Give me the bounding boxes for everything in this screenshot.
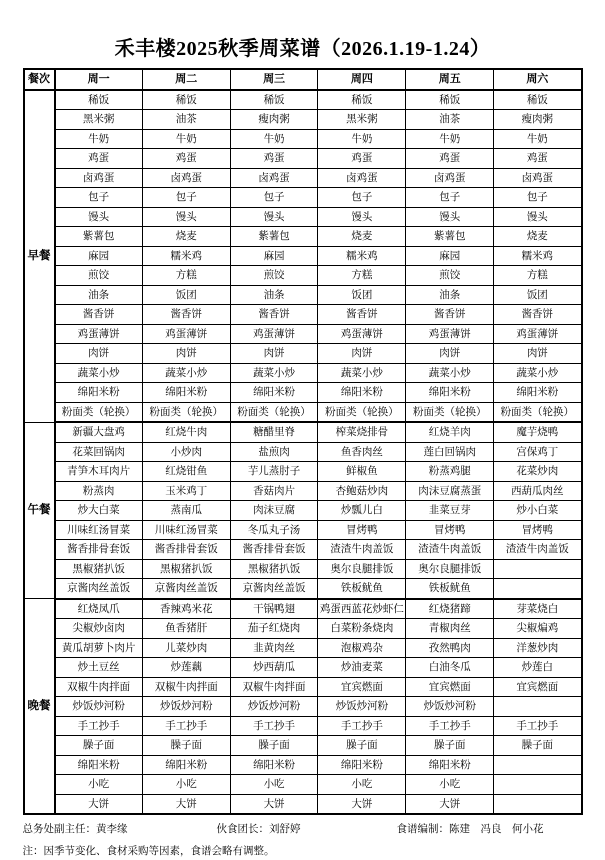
menu-cell: 双椒牛肉拌面 [55,677,143,697]
table-header [24,69,582,90]
day-header: 周三 [230,69,318,90]
menu-cell: 稀饭 [142,90,230,110]
menu-row [24,90,582,110]
menu-row [24,559,582,579]
menu-cell: 绵阳米粉 [142,383,230,403]
menu-cell: 臊子面 [230,736,318,756]
menu-cell: 绵阳米粉 [406,383,494,403]
menu-cell: 炒土豆丝 [55,658,143,678]
menu-cell: 糯米鸡 [142,246,230,266]
menu-row [24,638,582,658]
menu-cell: 铁板鱿鱼 [318,579,406,599]
menu-cell: 紫薯包 [230,227,318,247]
menu-cell: 西葫瓜肉丝 [494,481,582,501]
menu-cell: 馒头 [142,207,230,227]
menu-cell: 绵阳米粉 [318,383,406,403]
menu-cell: 蔬菜小炒 [55,363,143,383]
menu-cell: 冒烤鸭 [494,520,582,540]
menu-cell: 牛奶 [142,129,230,149]
menu-cell: 糯米鸡 [494,246,582,266]
menu-cell: 方糕 [494,266,582,286]
menu-cell: 糯米鸡 [318,246,406,266]
weekly-menu-table [23,68,583,815]
menu-cell: 鸡蛋 [55,149,143,169]
menu-cell: 小吃 [230,775,318,795]
menu-cell [494,559,582,579]
menu-cell: 泡椒鸡杂 [318,638,406,658]
table-body [24,90,582,815]
menu-cell: 奥尔良腿排饭 [406,559,494,579]
menu-cell: 鸡蛋薄饼 [406,324,494,344]
menu-cell: 蔬菜小炒 [494,363,582,383]
menu-cell: 糖醋里脊 [230,422,318,442]
menu-cell: 尖椒炒卤肉 [55,619,143,639]
menu-cell: 盐煎肉 [230,442,318,462]
menu-cell: 鸡蛋 [142,149,230,169]
menu-cell: 酱香排骨套饭 [55,540,143,560]
menu-cell: 鱼香肉丝 [318,442,406,462]
menu-cell: 酱香排骨套饭 [230,540,318,560]
menu-cell: 烧麦 [142,227,230,247]
menu-cell: 红烧猪蹄 [406,599,494,619]
menu-cell: 饭团 [318,285,406,305]
menu-row [24,755,582,775]
menu-row [24,442,582,462]
menu-row [24,794,582,814]
menu-cell: 韭菜豆芽 [406,501,494,521]
menu-cell [494,579,582,599]
menu-cell: 黑椒猪扒饭 [142,559,230,579]
menu-cell: 蔬菜小炒 [406,363,494,383]
menu-cell: 包子 [230,188,318,208]
menu-cell: 蔬菜小炒 [318,363,406,383]
menu-cell: 瘦肉粥 [230,110,318,130]
menu-cell: 黄瓜胡萝卜肉片 [55,638,143,658]
menu-cell: 炒饭炒河粉 [142,697,230,717]
menu-cell: 油条 [55,285,143,305]
menu-cell: 牛奶 [494,129,582,149]
menu-cell: 大饼 [406,794,494,814]
menu-cell: 紫薯包 [55,227,143,247]
menu-cell: 魔芋烧鸭 [494,422,582,442]
menu-cell [494,755,582,775]
menu-cell: 花菜回锅肉 [55,442,143,462]
menu-cell: 麻园 [406,246,494,266]
menu-row [24,775,582,795]
menu-cell: 绵阳米粉 [406,755,494,775]
menu-cell: 黑米粥 [55,110,143,130]
menu-cell: 双椒牛肉拌面 [230,677,318,697]
menu-cell: 炒饭炒河粉 [230,697,318,717]
menu-cell: 绵阳米粉 [142,755,230,775]
menu-cell: 肉沫豆腐 [230,501,318,521]
menu-cell [494,794,582,814]
menu-cell: 黑米粥 [318,110,406,130]
menu-cell: 馒头 [55,207,143,227]
menu-cell: 肉饼 [494,344,582,364]
menu-cell: 手工抄手 [142,716,230,736]
menu-row [24,599,582,619]
menu-cell: 烧麦 [318,227,406,247]
menu-cell: 手工抄手 [55,716,143,736]
menu-cell: 白油冬瓜 [406,658,494,678]
menu-cell: 粉面类（轮换） [406,402,494,422]
menu-cell: 稀饭 [406,90,494,110]
menu-cell: 手工抄手 [494,716,582,736]
menu-cell: 卤鸡蛋 [142,168,230,188]
menu-cell: 油条 [406,285,494,305]
menu-cell: 粉面类（轮换） [318,402,406,422]
menu-cell: 蔬菜小炒 [230,363,318,383]
menu-cell: 粉面类（轮换） [494,402,582,422]
menu-cell: 芽菜烧白 [494,599,582,619]
menu-cell: 孜然鸭肉 [406,638,494,658]
menu-cell: 鱼香猪肝 [142,619,230,639]
menu-cell: 京酱肉丝盖饭 [230,579,318,599]
menu-cell: 牛奶 [55,129,143,149]
menu-cell: 炒饭炒河粉 [55,697,143,717]
day-header: 周四 [318,69,406,90]
menu-cell: 炒瓢儿白 [318,501,406,521]
menu-cell: 紫薯包 [406,227,494,247]
menu-row [24,697,582,717]
menu-row [24,149,582,169]
menu-cell: 香辣鸡米花 [142,599,230,619]
menu-cell: 小吃 [318,775,406,795]
menu-cell: 绵阳米粉 [230,755,318,775]
menu-cell: 青笋木耳肉片 [55,462,143,482]
menu-cell: 方糕 [142,266,230,286]
menu-cell: 炒大白菜 [55,501,143,521]
adjustment-note: 注：因季节变化、食材采购等因素，食谱会略有调整。 [22,845,275,857]
day-header: 周五 [406,69,494,90]
menu-cell: 酱香饼 [230,305,318,325]
menu-cell: 大饼 [142,794,230,814]
menu-cell: 黑椒猪扒饭 [55,559,143,579]
menu-cell: 炒莲藕 [142,658,230,678]
menu-cell: 白菜粉条烧肉 [318,619,406,639]
menu-cell: 宜宾燃面 [318,677,406,697]
menu-row [24,716,582,736]
menu-cell: 玉米鸡丁 [142,481,230,501]
menu-row [24,501,582,521]
menu-cell: 红烧凤爪 [55,599,143,619]
menu-cell: 麻园 [55,246,143,266]
menu-row [24,227,582,247]
menu-cell: 包子 [55,188,143,208]
menu-cell: 卤鸡蛋 [406,168,494,188]
menu-cell: 酱香饼 [142,305,230,325]
menu-cell: 川味红汤冒菜 [55,520,143,540]
menu-row [24,266,582,286]
menu-cell: 瘦肉粥 [494,110,582,130]
menu-cell: 双椒牛肉拌面 [142,677,230,697]
header-row [24,69,582,90]
menu-cell: 炒小白菜 [494,501,582,521]
menu-cell: 奥尔良腿排饭 [318,559,406,579]
menu-cell: 包子 [406,188,494,208]
menu-cell: 川味红汤冒菜 [142,520,230,540]
menu-cell: 手工抄手 [230,716,318,736]
menu-cell: 卤鸡蛋 [318,168,406,188]
menu-cell: 鸡蛋 [494,149,582,169]
menu-cell: 煎饺 [406,266,494,286]
menu-row [24,110,582,130]
menu-cell: 酱香饼 [406,305,494,325]
menu-row [24,344,582,364]
menu-cell: 炒饭炒河粉 [318,697,406,717]
menu-row [24,736,582,756]
menu-cell: 韭黄肉丝 [230,638,318,658]
menu-row [24,285,582,305]
menu-cell: 包子 [318,188,406,208]
menu-cell: 臊子面 [142,736,230,756]
menu-cell: 鸡蛋薄饼 [494,324,582,344]
menu-cell: 馒头 [230,207,318,227]
menu-row [24,402,582,422]
menu-cell: 冬瓜丸子汤 [230,520,318,540]
menu-cell: 肉饼 [318,344,406,364]
menu-row [24,520,582,540]
day-header: 周六 [494,69,582,90]
menu-cell: 莲白回锅肉 [406,442,494,462]
menu-row [24,619,582,639]
menu-cell: 稀饭 [230,90,318,110]
menu-cell: 小吃 [142,775,230,795]
menu-cell: 粉面类（轮换） [142,402,230,422]
section-label: 晚餐 [24,599,55,815]
menu-row [24,363,582,383]
menu-cell: 饭团 [142,285,230,305]
menu-cell: 绵阳米粉 [55,383,143,403]
menu-row [24,207,582,227]
menu-cell: 大饼 [55,794,143,814]
menu-cell: 油茶 [142,110,230,130]
menu-cell: 麻园 [230,246,318,266]
menu-cell: 榨菜烧排骨 [318,422,406,442]
menu-cell: 鸡蛋 [230,149,318,169]
menu-row [24,540,582,560]
menu-cell: 冒烤鸭 [318,520,406,540]
menu-cell: 鸡蛋薄饼 [55,324,143,344]
menu-cell: 方糕 [318,266,406,286]
menu-cell: 煎饺 [55,266,143,286]
menu-cell: 京酱肉丝盖饭 [142,579,230,599]
menu-row [24,246,582,266]
menu-cell: 粉面类（轮换） [230,402,318,422]
menu-cell: 烧麦 [494,227,582,247]
menu-cell: 炒饭炒河粉 [406,697,494,717]
menu-row [24,188,582,208]
menu-cell: 稀饭 [318,90,406,110]
menu-cell: 蔬菜小炒 [142,363,230,383]
menu-cell: 手工抄手 [406,716,494,736]
menu-row [24,481,582,501]
menu-cell: 干锅鸭翅 [230,599,318,619]
menu-cell: 鸡蛋西蓝花炒虾仁 [318,599,406,619]
section-label: 午餐 [24,422,55,599]
menu-row [24,129,582,149]
menu-cell: 肉饼 [406,344,494,364]
menu-cell: 绵阳米粉 [318,755,406,775]
menu-cell: 小吃 [406,775,494,795]
menu-cell: 酱香饼 [55,305,143,325]
menu-cell: 饭团 [494,285,582,305]
menu-cell: 牛奶 [318,129,406,149]
day-header: 周一 [55,69,143,90]
menu-row [24,462,582,482]
menu-cell: 宫保鸡丁 [494,442,582,462]
menu-cell: 冒烤鸭 [406,520,494,540]
menu-cell: 稀饭 [494,90,582,110]
menu-cell: 卤鸡蛋 [494,168,582,188]
menu-cell [494,775,582,795]
menu-cell: 鸡蛋薄饼 [318,324,406,344]
menu-cell: 红烧钳鱼 [142,462,230,482]
menu-cell: 蒸南瓜 [142,501,230,521]
section-label: 早餐 [24,90,55,423]
menu-cell: 卤鸡蛋 [55,168,143,188]
menu-cell: 鲜椒鱼 [318,462,406,482]
menu-cell: 臊子面 [55,736,143,756]
menu-cell: 红烧牛肉 [142,422,230,442]
menu-cell: 炒油麦菜 [318,658,406,678]
menu-cell: 红烧羊肉 [406,422,494,442]
menu-cell: 包子 [142,188,230,208]
menu-cell: 京酱肉丝盖饭 [55,579,143,599]
menu-cell: 馒头 [494,207,582,227]
menu-cell: 手工抄手 [318,716,406,736]
menu-cell: 臊子面 [406,736,494,756]
menu-cell: 臊子面 [318,736,406,756]
menu-cell: 臊子面 [494,736,582,756]
menu-cell: 渣渣牛肉盖饭 [406,540,494,560]
menu-cell: 铁板鱿鱼 [406,579,494,599]
menu-cell: 鸡蛋薄饼 [142,324,230,344]
menu-cell: 鸡蛋薄饼 [230,324,318,344]
menu-cell: 肉饼 [230,344,318,364]
menu-cell: 油茶 [406,110,494,130]
menu-cell: 小炒肉 [142,442,230,462]
corner-header: 餐次 [24,69,55,90]
menu-row [24,324,582,344]
menu-cell: 香菇肉片 [230,481,318,501]
menu-cell: 杏鲍菇炒肉 [318,481,406,501]
menu-cell: 新疆大盘鸡 [55,422,143,442]
menu-cell: 鸡蛋 [406,149,494,169]
menu-row [24,422,582,442]
menu-cell: 绵阳米粉 [230,383,318,403]
menu-row [24,677,582,697]
menu-cell: 大饼 [230,794,318,814]
menu-cell: 黑椒猪扒饭 [230,559,318,579]
menu-cell: 炒西葫瓜 [230,658,318,678]
menu-cell: 油条 [230,285,318,305]
menu-editors-label: 食谱编制：陈建 冯良 何小花 [396,823,544,835]
menu-cell: 肉饼 [55,344,143,364]
deputy-director-label: 总务处副主任：黄李缘 [22,823,128,835]
menu-cell: 宜宾燃面 [406,677,494,697]
menu-cell: 芋儿蒸肘子 [230,462,318,482]
day-header: 周二 [142,69,230,90]
menu-cell: 绵阳米粉 [494,383,582,403]
menu-cell: 小吃 [55,775,143,795]
menu-cell: 青椒肉丝 [406,619,494,639]
menu-row [24,383,582,403]
menu-row [24,658,582,678]
menu-cell: 牛奶 [406,129,494,149]
menu-row [24,579,582,599]
page-title: 禾丰楼2025秋季周菜谱（2026.1.19-1.24） [114,38,491,60]
menu-cell: 酱香排骨套饭 [142,540,230,560]
signature-line [23,822,583,836]
menu-cell: 粉蒸肉 [55,481,143,501]
menu-cell [494,697,582,717]
menu-cell: 宜宾燃面 [494,677,582,697]
menu-row [24,168,582,188]
menu-row [24,305,582,325]
menu-cell: 粉蒸鸡腿 [406,462,494,482]
menu-cell: 包子 [494,188,582,208]
menu-cell: 鸡蛋 [318,149,406,169]
menu-cell: 花菜炒肉 [494,462,582,482]
menu-cell: 大饼 [318,794,406,814]
menu-cell: 粉面类（轮换） [55,402,143,422]
menu-cell: 肉饼 [142,344,230,364]
menu-cell: 洋葱炒肉 [494,638,582,658]
menu-cell: 馒头 [318,207,406,227]
menu-cell: 卤鸡蛋 [230,168,318,188]
canteen-leader-label: 伙食团长：刘舒婷 [216,823,301,835]
menu-cell: 稀饭 [55,90,143,110]
menu-cell: 儿菜炒肉 [142,638,230,658]
menu-cell: 绵阳米粉 [55,755,143,775]
menu-cell: 渣渣牛肉盖饭 [494,540,582,560]
menu-cell: 炒莲白 [494,658,582,678]
menu-cell: 尖椒煸鸡 [494,619,582,639]
menu-cell: 牛奶 [230,129,318,149]
menu-cell: 渣渣牛肉盖饭 [318,540,406,560]
menu-cell: 茄子红烧肉 [230,619,318,639]
menu-cell: 酱香饼 [318,305,406,325]
menu-cell: 馒头 [406,207,494,227]
menu-cell: 酱香饼 [494,305,582,325]
menu-cell: 煎饺 [230,266,318,286]
menu-cell: 肉沫豆腐蒸蛋 [406,481,494,501]
